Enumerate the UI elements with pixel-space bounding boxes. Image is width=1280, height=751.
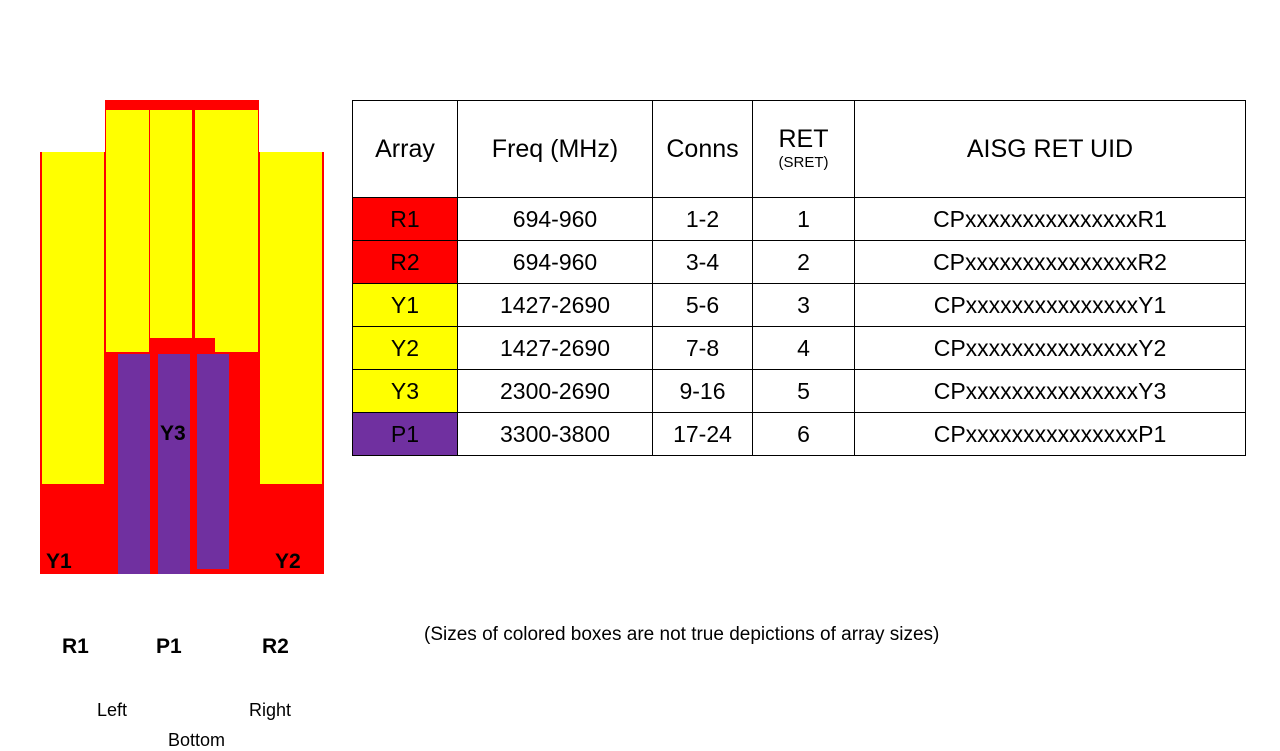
- column-header-ret-sub: (SRET): [778, 153, 829, 171]
- cell-array: R1: [353, 198, 458, 241]
- column-header-ret-main: RET: [778, 125, 829, 154]
- cell-uid: CPxxxxxxxxxxxxxxxR2: [855, 241, 1246, 284]
- cell-conns: 7-8: [653, 327, 753, 370]
- table-row: [353, 284, 1246, 327]
- column-header-conns: Conns: [653, 101, 753, 198]
- cell-freq: 3300-3800: [458, 413, 653, 456]
- diagram-label-y3: Y3: [160, 422, 186, 445]
- cell-freq: 1427-2690: [458, 284, 653, 327]
- table-header-row: [353, 101, 1246, 198]
- diagram-label-r2: R2: [262, 635, 289, 658]
- cell-conns: 17-24: [653, 413, 753, 456]
- table-row: [353, 413, 1246, 456]
- cell-freq: 694-960: [458, 198, 653, 241]
- cell-conns: 9-16: [653, 370, 753, 413]
- array-bar-y1-left: [42, 152, 104, 484]
- column-header-uid: AISG RET UID: [855, 101, 1246, 198]
- cell-conns: 1-2: [653, 198, 753, 241]
- diagram-label-p1: P1: [156, 635, 182, 658]
- table-row: [353, 198, 1246, 241]
- cell-uid: CPxxxxxxxxxxxxxxxY2: [855, 327, 1246, 370]
- diagram-label-y1: Y1: [46, 550, 72, 573]
- cell-ret: 1: [753, 198, 855, 241]
- cell-uid: CPxxxxxxxxxxxxxxxP1: [855, 413, 1246, 456]
- aisg-ret-table: [352, 100, 1246, 456]
- cell-ret: 6: [753, 413, 855, 456]
- diagram-label-right: Right: [249, 700, 292, 720]
- cell-conns: 5-6: [653, 284, 753, 327]
- panel-notch-left: [40, 100, 105, 152]
- array-bar-inner-left-yellow: [106, 110, 149, 352]
- cell-array: P1: [353, 413, 458, 456]
- cell-freq: 694-960: [458, 241, 653, 284]
- panel-notch-right: [259, 100, 324, 152]
- cell-array: R2: [353, 241, 458, 284]
- cell-uid: CPxxxxxxxxxxxxxxxY3: [855, 370, 1246, 413]
- table-body: [353, 198, 1246, 456]
- diagram-label-y2: Y2: [275, 550, 301, 573]
- cell-ret: 2: [753, 241, 855, 284]
- diagram-label-left: Left: [97, 700, 128, 720]
- array-bar-y2-right: [260, 152, 322, 484]
- cell-array: Y2: [353, 327, 458, 370]
- table-row: [353, 327, 1246, 370]
- array-bar-p1-a: [118, 354, 150, 574]
- cell-conns: 3-4: [653, 241, 753, 284]
- cell-ret: 4: [753, 327, 855, 370]
- diagram-label-bottom: Bottom: [168, 730, 226, 750]
- cell-uid: CPxxxxxxxxxxxxxxxY1: [855, 284, 1246, 327]
- cell-array: Y3: [353, 370, 458, 413]
- table-row: [353, 241, 1246, 284]
- column-header-ret: [753, 101, 855, 198]
- array-bar-p1-b: [158, 354, 190, 574]
- table-header: [353, 101, 1246, 198]
- table-row: [353, 370, 1246, 413]
- cell-ret: 3: [753, 284, 855, 327]
- cell-freq: 2300-2690: [458, 370, 653, 413]
- array-bar-p1-c: [197, 354, 229, 569]
- array-bar-y3-b: [195, 110, 237, 338]
- column-header-array: Array: [353, 101, 458, 198]
- cell-freq: 1427-2690: [458, 327, 653, 370]
- footnote-text: (Sizes of colored boxes are not true depictions of array sizes): [424, 624, 940, 645]
- cell-ret: 5: [753, 370, 855, 413]
- cell-array: Y1: [353, 284, 458, 327]
- cell-uid: CPxxxxxxxxxxxxxxxR1: [855, 198, 1246, 241]
- column-header-freq: Freq (MHz): [458, 101, 653, 198]
- array-bar-y3-a: [150, 110, 192, 338]
- diagram-label-r1: R1: [62, 635, 89, 658]
- antenna-array-diagram: [40, 100, 324, 750]
